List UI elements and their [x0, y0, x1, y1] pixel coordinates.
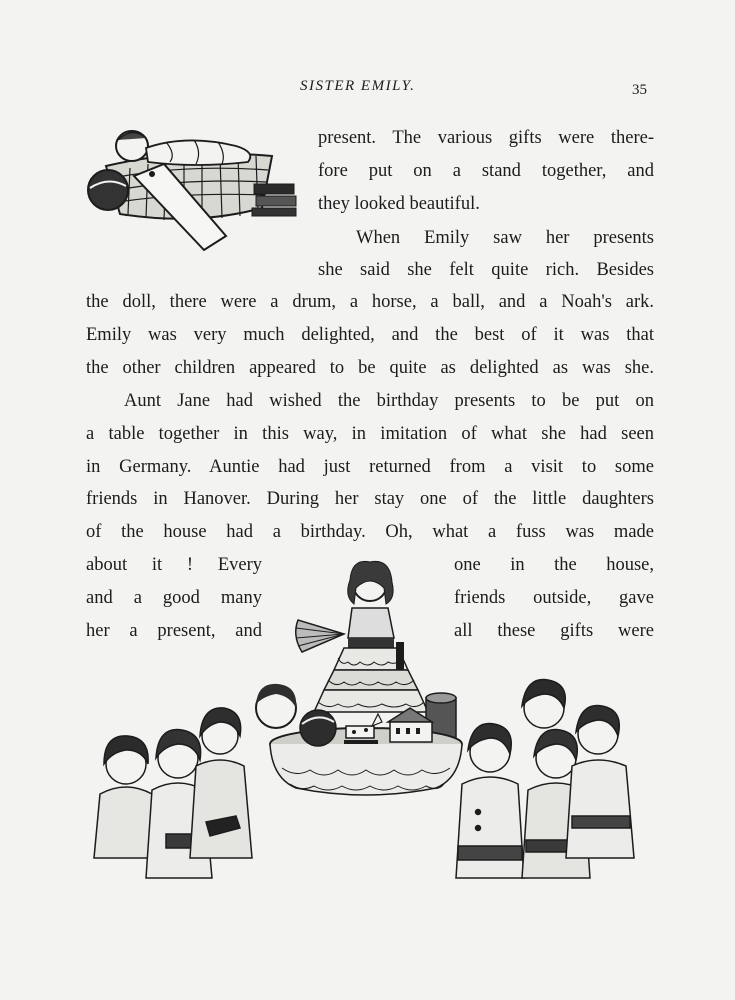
text-line-2: fore put on a stand together, and — [318, 161, 654, 181]
page-number: 35 — [632, 82, 647, 98]
text-line-6: the doll, there were a drum, a horse, a ball, and a Noah's ark. — [86, 292, 654, 312]
text-line-1: present. The various gifts were there- — [318, 128, 654, 148]
children-left-group — [94, 708, 252, 878]
page-header — [0, 78, 735, 102]
text-line-9: Aunt Jane had wished the birthday presents to be put on — [124, 391, 654, 411]
text-line-4: When Emily saw her presents — [356, 228, 654, 248]
text-line-12: friends in Hanover. During her stay one of the little daughters — [86, 489, 654, 509]
doll-figure — [296, 561, 428, 712]
text-line-14-left: about it ! Every — [86, 555, 262, 575]
text-line-15-right: friends outside, gave — [454, 588, 654, 608]
basket-with-doll-illustration — [86, 128, 300, 256]
text-line-16-left: her a present, and — [86, 621, 262, 641]
text-line-13: of the house had a birthday. Oh, what a fuss was made — [86, 522, 654, 542]
children-right-group — [456, 680, 634, 878]
text-line-10: a table together in this way, in imitation of what she had seen — [86, 424, 654, 444]
text-line-11: in Germany. Auntie had just returned from a visit to some — [86, 457, 654, 477]
running-title: SISTER EMILY. — [300, 78, 416, 94]
text-line-5: she said she felt quite rich. Besides — [318, 260, 654, 280]
text-line-8: the other children appeared to be quite as delighted as was she. — [86, 358, 654, 378]
text-line-7: Emily was very much delighted, and the best of it was that — [86, 325, 654, 345]
text-line-16-right: all these gifts were — [454, 621, 654, 641]
text-line-15-left: and a good many — [86, 588, 262, 608]
text-line-14-right: one in the house, — [454, 555, 654, 575]
birthday-table-illustration — [86, 558, 656, 898]
text-line-3: they looked beautiful. — [318, 194, 480, 214]
